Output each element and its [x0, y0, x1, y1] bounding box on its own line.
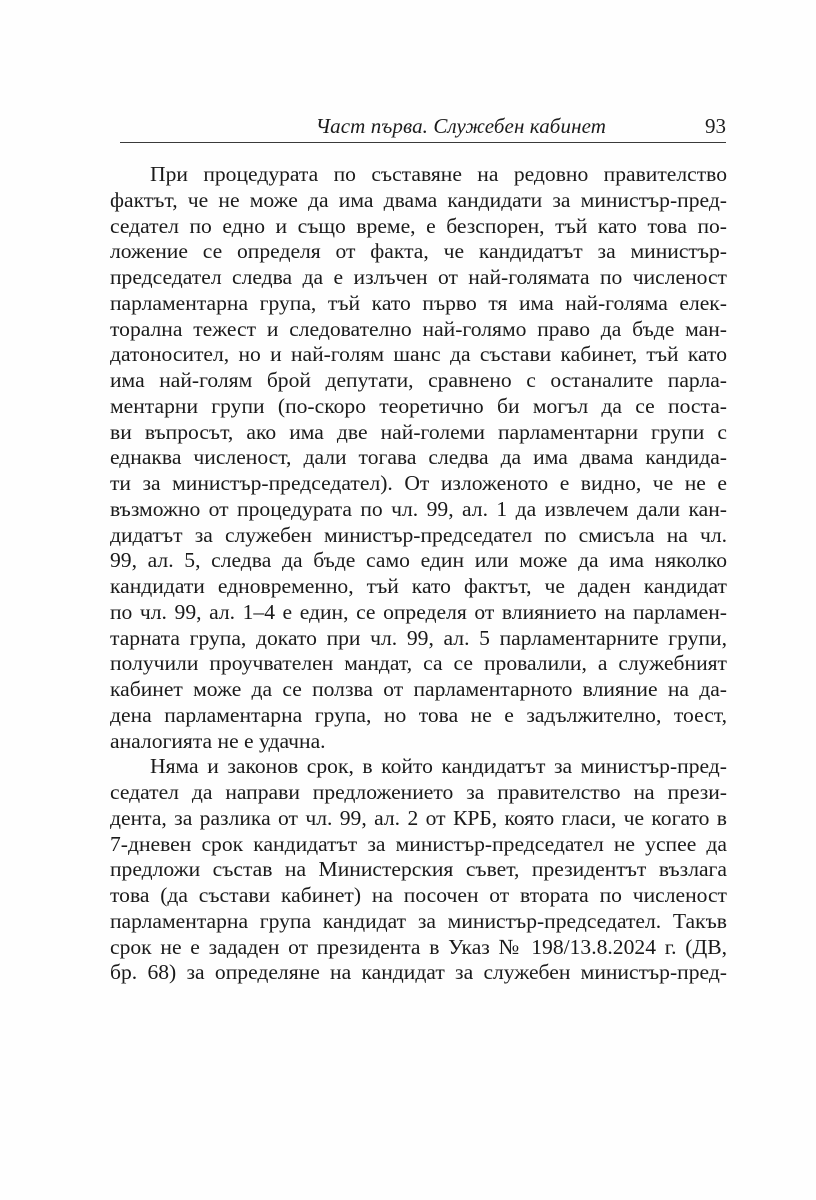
text-line: дена парламентарна група, но това не е задължително, тоест, — [110, 702, 727, 727]
text-line: ти за министър-председател). От изложеното е видно, че не е — [110, 471, 727, 495]
page-number: 93 — [705, 114, 726, 138]
text-line: възможно от процедурата по чл. 99, ал. 1 да извлечем дали кан- — [110, 496, 727, 521]
text-line: седател да направи предложението за правителство на прези- — [110, 780, 727, 804]
running-title: Част първа. Служебен кабинет — [315, 114, 606, 138]
text-line: председател следва да е излъчен от най-голямата по численост — [110, 265, 727, 289]
text-line: по чл. 99, ал. 1–4 е един, се определя от влиянието на парламен- — [110, 599, 727, 624]
text-line: 7-дневен срок кандидатът за министър-председател не успее да — [110, 831, 727, 856]
text-line: торална тежест и следователно най-голямо право да бъде ман- — [110, 316, 727, 341]
text-line: кабинет може да се ползва от парламентарното влияние на да- — [110, 677, 727, 701]
text-line: фактът, че не може да има двама кандидати за министър-пред- — [110, 187, 727, 212]
text-line: тарната група, докато при чл. 99, ал. 5 парламентарните групи, — [110, 625, 727, 650]
text-line: получили проучвателен мандат, са се провалили, а служебният — [110, 651, 727, 676]
text-line: 99, ал. 5, следва да бъде само един или може да има няколко — [110, 548, 727, 573]
text-line: срок не е зададен от президента в Указ № 198/13.8.2024 г. (ДВ, — [110, 934, 727, 959]
text-line: бр. 68) за определяне на кандидат за служебен министър-пред- — [110, 960, 727, 985]
text-line: дидатът за служебен министър-председател по смисъла на чл. — [110, 522, 727, 547]
paragraph-2 — [110, 754, 727, 986]
text-line: аналогията не е удачна. — [110, 728, 326, 753]
text-line: датоносител, но и най-голям шанс да състави кабинет, тъй като — [110, 342, 727, 367]
running-header — [120, 112, 726, 143]
text-line: ложение се определя от факта, че кандидатът за министър- — [110, 239, 727, 264]
text-line: При процедурата по съставяне на редовно правителство — [150, 162, 727, 186]
text-line: кандидати едновременно, тъй като фактът, че даден кандидат — [110, 574, 727, 598]
text-line: Няма и законов срок, в който кандидатът за министър-пред- — [150, 754, 727, 779]
text-line: дента, за разлика от чл. 99, ал. 2 от КРБ, която гласи, че когато в — [110, 805, 727, 830]
paragraph-1 — [110, 162, 727, 754]
text-line: има най-голям брой депутати, сравнено с останалите парла- — [110, 368, 727, 392]
text-line: парламентарна група, тъй като първо тя има най-голяма елек- — [110, 290, 727, 315]
text-line: ментарни групи (по-скоро теоретично би могъл да се поста- — [110, 393, 727, 418]
text-line: ви въпросът, ако има две най-големи парламентарни групи с — [110, 419, 727, 444]
text-line: парламентарна група кандидат за министър-председател. Такъв — [110, 908, 727, 933]
text-line: предложи състав на Министерския съвет, президентът възлага — [110, 857, 727, 882]
text-line: това (да състави кабинет) на посочен от втората по численост — [110, 883, 727, 907]
text-line: седател по едно и също време, е безспорен, тъй като това по- — [110, 213, 727, 238]
text-line: еднаква численост, дали тогава следва да има двама кандида- — [110, 445, 727, 470]
body-text — [110, 162, 727, 986]
